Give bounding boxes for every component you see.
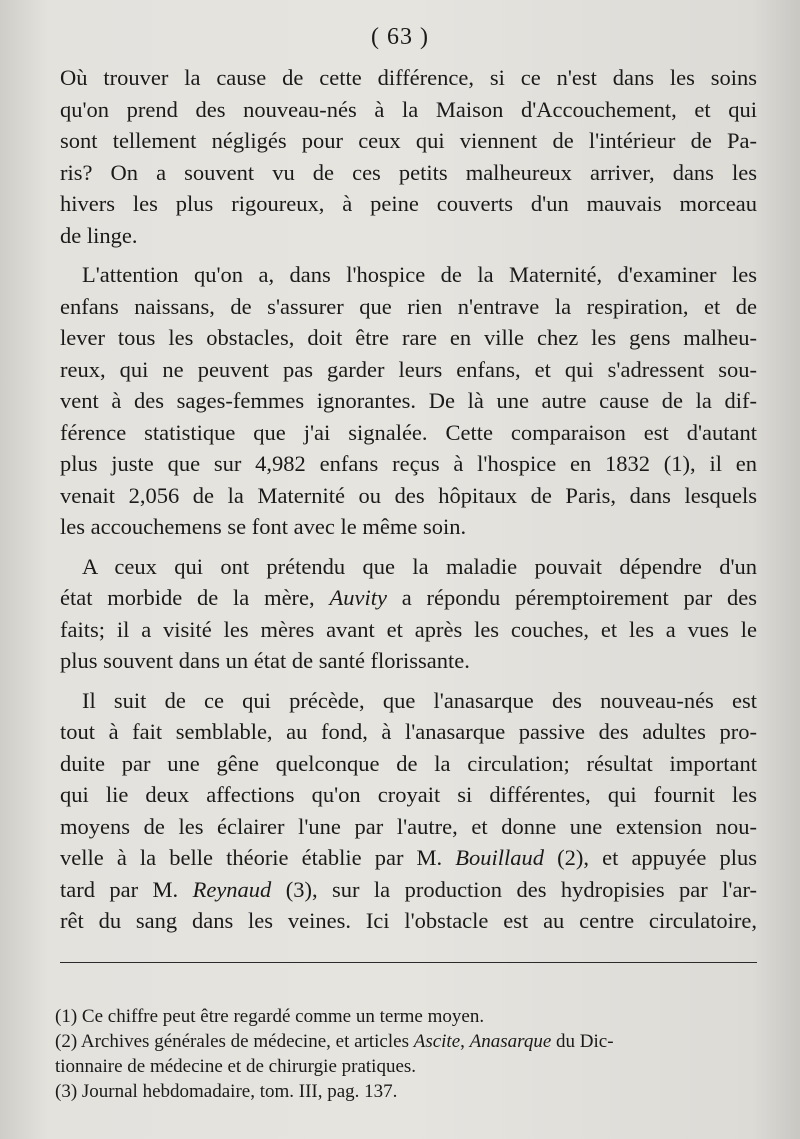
text-segment: (3), sur la production des hydropisies par l'ar- [285,876,758,902]
text-segment: a répondu péremptoirement par des [401,585,758,610]
author-name-italic: Bouillaud [455,845,545,870]
text-line: sont tellement négligés pour ceux qui viennent de l'intérieur de Pa- [60,128,757,153]
paragraph-1 [60,62,757,251]
footnote-2 [55,1029,757,1079]
page-number-header: ( 63 ) [371,24,429,50]
text-segment: (2), et appuyée plus [557,845,758,870]
text-line [60,582,757,614]
footnote-3 [55,1079,757,1104]
text-segment: , [460,1031,465,1052]
text-line: ris? On a souvent vu de ces petits malheureux arriver, dans les [60,159,757,185]
text-line: moyens de les éclairer l'une par l'autre, et donne une extension nou- [60,813,757,839]
text-segment: velle à la belle théorie établie par M. [60,845,443,870]
text-line: L'attention qu'on a, dans l'hospice de la Maternité, d'examiner les [82,262,757,287]
footnote-1 [55,1004,757,1029]
text-line: lever tous les obstacles, doit être rare en ville chez les gens malheu- [60,325,757,350]
text-line: duite par une gêne quelconque de la circulation; résultat important [60,750,757,776]
text-line: férence statistique que j'ai signalée. Cette comparaison est d'autant [60,419,757,445]
text-line: tout à fait semblable, au fond, à l'anasarque passive des adultes pro- [60,719,757,744]
text-line: faits; il a visité les mères avant et après les couches, et les a vues le [60,616,757,642]
article-title-italic: Anasarque [469,1031,552,1052]
text-line [60,842,757,874]
text-line: de linge. [60,222,138,248]
text-line: rêt du sang dans les veines. Ici l'obstacle est au centre circulatoire, [60,908,757,933]
footnotes [55,1004,757,1104]
author-name-italic: Auvity [329,585,387,610]
text-line: plus souvent dans un état de santé florissante. [60,648,470,673]
paragraph-4 [60,685,757,937]
text-line: Où trouver la cause de cette différence, si ce n'est dans les soins [60,65,757,90]
text-segment: (2) Archives générales de médecine, et articles [55,1031,409,1052]
text-line: qui lie deux affections qu'on croyait si différentes, qui fournit les [60,782,757,807]
paragraph-3 [60,551,757,677]
text-line: Il suit de ce qui précède, que l'anasarque des nouveau-nés est [82,687,757,713]
text-line [60,874,757,906]
text-line: plus juste que sur 4,982 enfans reçus à l'hospice en 1832 (1), il en [60,451,757,476]
text-line: A ceux qui ont prétendu que la maladie pouvait dépendre d'un [82,553,757,579]
text-segment: tard par M. [60,876,179,902]
footnote-divider [60,962,757,963]
text-line: les accouchemens se font avec le même soin. [60,514,467,539]
text-line: vent à des sages-femmes ignorantes. De là une autre cause de la dif- [60,388,757,413]
text-line: reux, qui ne peuvent pas garder leurs enfans, et qui s'adressent sou- [60,356,757,382]
text-line: qu'on prend des nouveau-nés à la Maison d'Accouchement, et qui [60,96,757,122]
text-line: enfans naissans, de s'assurer que rien n'entrave la respiration, et de [60,293,757,319]
author-name-italic: Reynaud [192,876,272,902]
footnote-text: tionnaire de médecine et de chirurgie pratiques. [55,1056,417,1077]
paragraph-2 [60,259,757,543]
text-segment: état morbide de la mère, [60,585,315,610]
main-text [60,62,757,937]
footnote-text [55,1029,757,1054]
footnote-text: (3) Journal hebdomadaire, tom. III, pag. 137. [55,1081,398,1102]
text-line: venait 2,056 de la Maternité ou des hôpitaux de Paris, dans lesquels [60,482,757,508]
text-line: hivers les plus rigoureux, à peine couverts d'un mauvais morceau [60,191,757,216]
text-segment: du Dic- [556,1031,614,1052]
article-title-italic: Ascite [413,1031,461,1052]
footnote-text: (1) Ce chiffre peut être regardé comme un terme moyen. [55,1006,485,1027]
